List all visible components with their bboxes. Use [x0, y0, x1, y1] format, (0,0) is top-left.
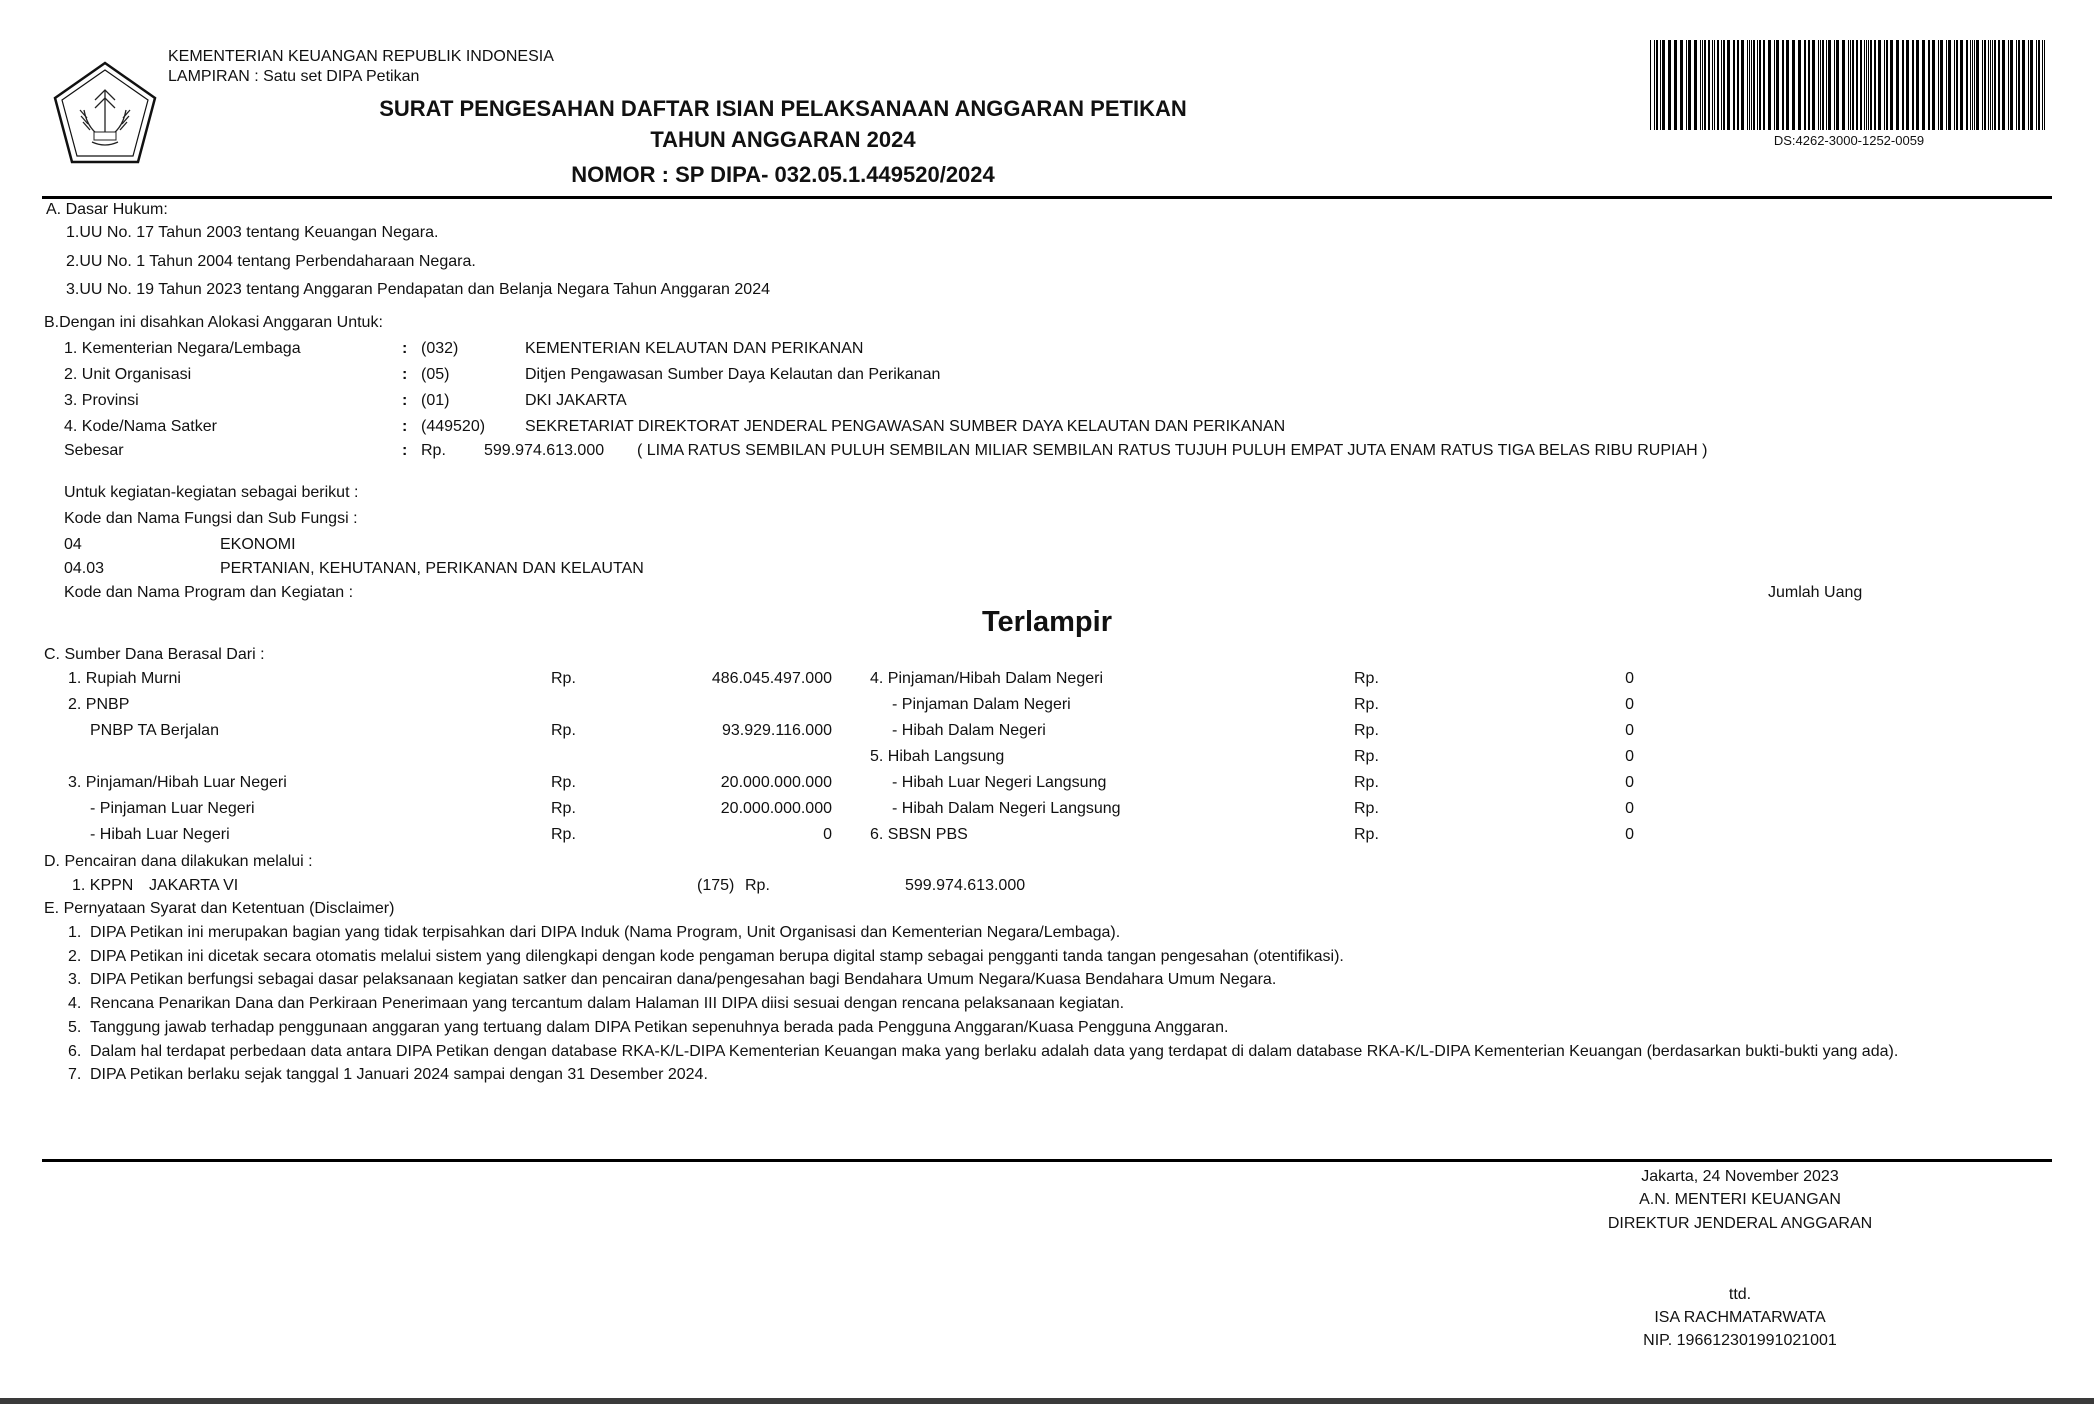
- allocation-value: DKI JAKARTA: [525, 392, 627, 409]
- allocation-colon: :: [402, 366, 408, 383]
- allocation-value: SEKRETARIAT DIREKTORAT JENDERAL PENGAWASAN SUMBER DAYA KELAUTAN DAN PERIKANAN: [525, 418, 1286, 435]
- fungsi-code: 04.03: [64, 560, 105, 577]
- fund-source-label: - Hibah Luar Negeri: [90, 826, 230, 843]
- header-divider: [42, 196, 2052, 199]
- kegiatan-intro: Untuk kegiatan-kegiatan sebagai berikut :: [64, 484, 359, 501]
- fund-source-amount: 0: [1625, 774, 1634, 791]
- fund-source-currency: Rp.: [1354, 670, 1379, 687]
- allocation-value: Ditjen Pengawasan Sumber Daya Kelautan dan Perikanan: [525, 366, 941, 383]
- fund-source-currency: Rp.: [551, 722, 576, 739]
- fungsi-code: 04: [64, 536, 82, 553]
- fund-source-amount: 0: [1625, 748, 1634, 765]
- fund-source-currency: Rp.: [1354, 774, 1379, 791]
- disclaimer-number: 5.: [68, 1018, 82, 1036]
- sebesar-colon: :: [402, 442, 408, 459]
- fungsi-title: Kode dan Nama Fungsi dan Sub Fungsi :: [64, 510, 358, 527]
- fund-source-amount: 0: [1625, 800, 1634, 817]
- section-e-title: E. Pernyataan Syarat dan Ketentuan (Disclaimer): [44, 900, 395, 917]
- allocation-colon: :: [402, 340, 408, 357]
- fund-source-amount: 20.000.000.000: [720, 800, 832, 817]
- fund-source-amount: 93.929.116.000: [721, 722, 832, 739]
- fund-source-label: - Pinjaman Luar Negeri: [90, 800, 255, 817]
- section-c-title: C. Sumber Dana Berasal Dari :: [44, 646, 265, 663]
- allocation-code: (05): [421, 366, 450, 383]
- allocation-value: KEMENTERIAN KELAUTAN DAN PERIKANAN: [525, 340, 864, 357]
- legal-basis-item: 2.UU No. 1 Tahun 2004 tentang Perbendaharaan Negara.: [66, 253, 476, 270]
- signature-name: ISA RACHMATARWATA: [1654, 1309, 1826, 1326]
- disclaimer-text: Tanggung jawab terhadap penggunaan anggaran yang tertuang dalam DIPA Petikan sepenuhnya berada pada Pengguna Anggaran/Kuasa Pengguna Anggaran.: [90, 1018, 1229, 1036]
- fund-source-amount: 0: [823, 826, 832, 843]
- document-title-line2: TAHUN ANGGARAN 2024: [650, 127, 916, 152]
- allocation-label: 1. Kementerian Negara/Lembaga: [64, 340, 301, 357]
- disclaimer-text: DIPA Petikan ini merupakan bagian yang tidak terpisahkan dari DIPA Induk (Nama Program, Unit Organisasi dan Kementerian Negara/Lembaga).: [90, 924, 1121, 941]
- fund-source-label: PNBP TA Berjalan: [90, 722, 219, 739]
- program-title: Kode dan Nama Program dan Kegiatan :: [64, 584, 354, 601]
- allocation-code: (449520): [421, 418, 486, 435]
- fund-source-currency: Rp.: [1354, 722, 1379, 739]
- signature-an: A.N. MENTERI KEUANGAN: [1639, 1191, 1841, 1208]
- kppn-code: (175): [697, 877, 735, 894]
- signature-ttd: ttd.: [1728, 1286, 1752, 1303]
- barcode-code: DS:4262-3000-1252-0059: [1773, 133, 1925, 148]
- fund-source-label: - Pinjaman Dalam Negeri: [892, 696, 1071, 713]
- signature-nip: NIP. 196612301991021001: [1643, 1332, 1837, 1349]
- disclaimer-text: DIPA Petikan berfungsi sebagai dasar pelaksanaan kegiatan satker dan pencairan dana/pengesahan bagi Bendahara Umum Negara/Kuasa Bendahara Umum Negara.: [90, 971, 1277, 989]
- section-a-title: A. Dasar Hukum:: [46, 201, 168, 218]
- fund-source-label: - Hibah Dalam Negeri Langsung: [892, 800, 1121, 817]
- fund-source-label: - Hibah Luar Negeri Langsung: [892, 774, 1107, 791]
- document-title-line1: SURAT PENGESAHAN DAFTAR ISIAN PELAKSANAAN ANGGARAN PETIKAN: [379, 96, 1187, 121]
- disclaimer-number: 6.: [68, 1042, 82, 1060]
- disclaimer-number: 3.: [68, 971, 82, 989]
- footer-divider: [42, 1159, 2052, 1162]
- fund-source-currency: Rp.: [551, 800, 576, 817]
- allocation-colon: :: [402, 418, 408, 435]
- legal-basis-item: 3.UU No. 19 Tahun 2023 tentang Anggaran Pendapatan dan Belanja Negara Tahun Anggaran 2024: [66, 281, 770, 298]
- disclaimer-number: 7.: [68, 1066, 82, 1084]
- fund-source-label: 2. PNBP: [68, 696, 130, 713]
- disclaimer-text: Dalam hal terdapat perbedaan data antara DIPA Petikan dengan database RKA-K/L-DIPA Kementerian Keuangan maka yang berlaku adalah data yang terdapat di dalam database RKA-K/L-DIPA Kementerian Keuangan (berdasarkan bukti-bukti yang ada).: [90, 1042, 1899, 1060]
- fund-source-currency: Rp.: [1354, 800, 1379, 817]
- fund-source-label: 3. Pinjaman/Hibah Luar Negeri: [68, 774, 287, 791]
- fungsi-name: EKONOMI: [220, 536, 296, 553]
- kppn-label: 1. KPPN: [72, 877, 134, 894]
- page-bottom-border: [0, 1398, 2094, 1404]
- fund-source-label: 6. SBSN PBS: [870, 826, 968, 843]
- allocation-label: 2. Unit Organisasi: [64, 366, 192, 383]
- fund-source-label: 1. Rupiah Murni: [68, 670, 181, 687]
- barcode-icon: [1648, 40, 2050, 130]
- allocation-code: (01): [421, 392, 450, 409]
- signature-position: DIREKTUR JENDERAL ANGGARAN: [1607, 1215, 1873, 1232]
- fund-source-amount: 20.000.000.000: [720, 774, 832, 791]
- fungsi-name: PERTANIAN, KEHUTANAN, PERIKANAN DAN KELAUTAN: [220, 560, 644, 577]
- kppn-amount: 599.974.613.000: [905, 877, 1026, 894]
- fund-source-currency: Rp.: [1354, 826, 1379, 843]
- disclaimer-number: 1.: [68, 924, 82, 941]
- disclaimer-text: DIPA Petikan ini dicetak secara otomatis melalui sistem yang dilengkapi dengan kode pengaman berupa digital stamp sebagai pengganti tanda tangan pengesahan (otentifikasi).: [90, 947, 1344, 965]
- fund-source-label: 4. Pinjaman/Hibah Dalam Negeri: [870, 670, 1103, 687]
- section-b-title: B.Dengan ini disahkan Alokasi Anggaran Untuk:: [44, 314, 383, 331]
- kppn-currency: Rp.: [745, 877, 770, 894]
- sebesar-amount: 599.974.613.000: [484, 442, 605, 459]
- sebesar-words: ( LIMA RATUS SEMBILAN PULUH SEMBILAN MILIAR SEMBILAN RATUS TUJUH PULUH EMPAT JUTA ENAM RATUS TIGA BELAS RIBU RUPIAH ): [637, 442, 1708, 459]
- fund-source-currency: Rp.: [1354, 696, 1379, 713]
- fund-source-label: - Hibah Dalam Negeri: [892, 722, 1046, 739]
- fund-source-currency: Rp.: [551, 826, 576, 843]
- sebesar-currency: Rp.: [421, 442, 446, 459]
- fund-source-currency: Rp.: [551, 774, 576, 791]
- fund-source-label: 5. Hibah Langsung: [870, 748, 1005, 765]
- fund-source-amount: 486.045.497.000: [711, 670, 832, 687]
- fund-source-currency: Rp.: [551, 670, 576, 687]
- disclaimer-text: Rencana Penarikan Dana dan Perkiraan Penerimaan yang tercantum dalam Halaman III DIPA diisi sesuai dengan rencana pelaksanaan kegiatan.: [90, 995, 1125, 1013]
- allocation-label: 3. Provinsi: [64, 392, 139, 409]
- fund-source-amount: 0: [1625, 826, 1634, 843]
- jumlah-uang-header: Jumlah Uang: [1768, 584, 1863, 601]
- fund-source-amount: 0: [1625, 696, 1634, 713]
- section-d-title: D. Pencairan dana dilakukan melalui :: [44, 853, 313, 870]
- document-number: NOMOR : SP DIPA- 032.05.1.449520/2024: [571, 162, 995, 187]
- allocation-label: 4. Kode/Nama Satker: [64, 418, 217, 435]
- fund-source-amount: 0: [1625, 670, 1634, 687]
- sebesar-label: Sebesar: [64, 442, 124, 459]
- signature-place-date: Jakarta, 24 November 2023: [1641, 1168, 1839, 1185]
- allocation-colon: :: [402, 392, 408, 409]
- fund-source-currency: Rp.: [1354, 748, 1379, 765]
- kppn-name: JAKARTA VI: [149, 877, 239, 894]
- lampiran-label: LAMPIRAN : Satu set DIPA Petikan: [168, 68, 420, 85]
- fund-source-amount: 0: [1625, 722, 1634, 739]
- allocation-code: (032): [421, 340, 459, 357]
- disclaimer-number: 2.: [68, 947, 82, 965]
- legal-basis-item: 1.UU No. 17 Tahun 2003 tentang Keuangan Negara.: [66, 224, 439, 241]
- terlampir-label: Terlampir: [981, 606, 1112, 638]
- disclaimer-text: DIPA Petikan berlaku sejak tanggal 1 Januari 2024 sampai dengan 31 Desember 2024.: [90, 1066, 708, 1084]
- disclaimer-number: 4.: [68, 995, 82, 1013]
- ministry-name: KEMENTERIAN KEUANGAN REPUBLIK INDONESIA: [168, 48, 554, 65]
